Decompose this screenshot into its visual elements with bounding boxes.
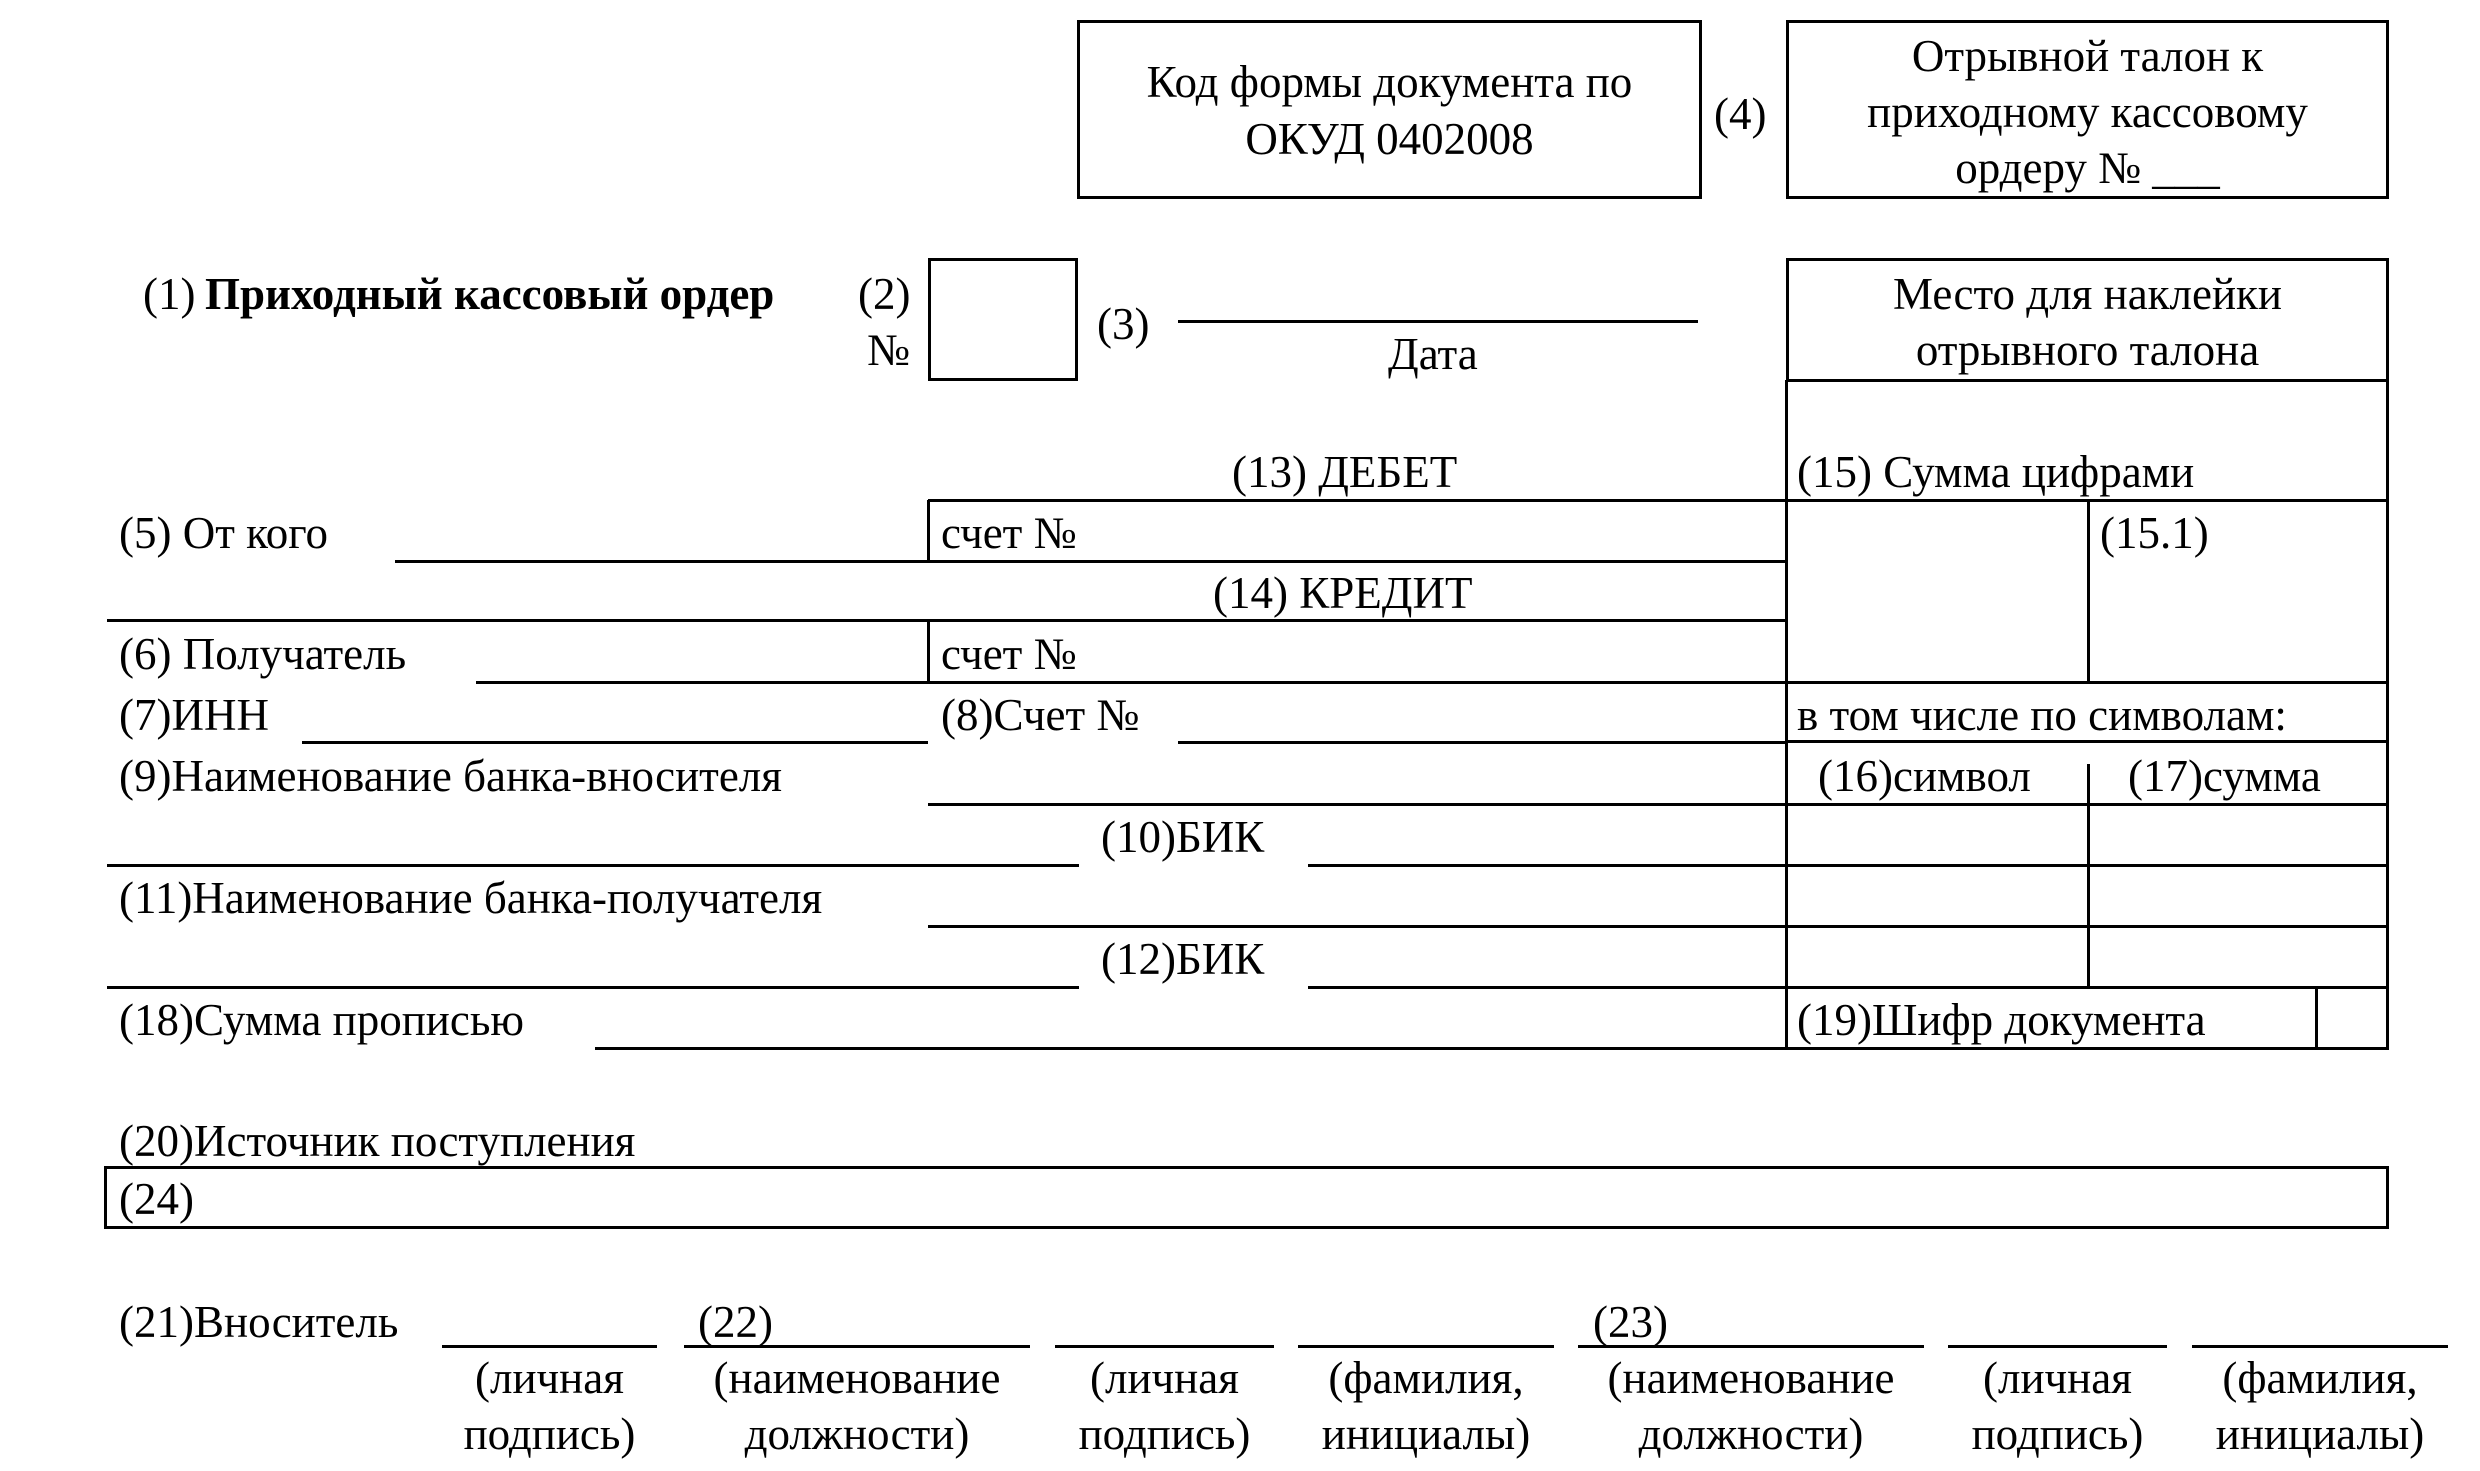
marker-2: (2) (858, 269, 911, 319)
caption-signature-3-b: подпись) (1971, 1409, 2144, 1459)
bik-12-line[interactable] (1308, 986, 2389, 989)
position-22-line[interactable] (684, 1345, 1030, 1348)
caption-name-2 (2192, 1350, 2448, 1462)
okud-code-line1: Код формы документа по (1146, 57, 1633, 107)
title-prefix: (1) (143, 269, 196, 319)
depositor-signature-line[interactable] (442, 1345, 657, 1348)
debit-account-divider (927, 500, 930, 561)
marker-23: (23) (1593, 1297, 1668, 1347)
caption-name-2-b: инициалы) (2215, 1409, 2425, 1459)
caption-name-1 (1298, 1350, 1554, 1462)
caption-signature-2-a: (личная (1090, 1353, 1239, 1403)
number-sign: № (867, 325, 910, 375)
from-whom-label: (5) От кого (119, 508, 329, 558)
caption-signature-1 (442, 1350, 657, 1462)
marker-4: (4) (1714, 89, 1767, 139)
caption-name-1-b: инициалы) (1321, 1409, 1531, 1459)
recipient-bank-line-2[interactable] (107, 986, 1079, 989)
account-8-label: (8)Счет № (941, 690, 1140, 740)
order-number-box[interactable] (928, 258, 1078, 381)
right-column-divider-lower (2087, 764, 2090, 986)
marker-22: (22) (698, 1297, 773, 1347)
depositor-label: (21)Вноситель (119, 1297, 399, 1347)
credit-account-divider (927, 620, 930, 682)
sum-words-line[interactable] (595, 1047, 2389, 1050)
caption-position-23 (1578, 1350, 1924, 1462)
caption-name-1-a: (фамилия, (1328, 1353, 1524, 1403)
position-23-line[interactable] (1578, 1345, 1924, 1348)
marker-3: (3) (1097, 299, 1150, 349)
right-column-left-border (1785, 380, 1788, 1049)
caption-signature-1-b: подпись) (463, 1409, 636, 1459)
date-label: Дата (1388, 329, 1478, 379)
signature-2-line[interactable] (1055, 1345, 1274, 1348)
caption-position-23-a: (наименование (1607, 1353, 1895, 1403)
recipient-label: (6) Получатель (119, 629, 407, 679)
debit-account-label: счет № (941, 508, 1077, 558)
caption-position-23-b: должности) (1638, 1409, 1864, 1459)
by-symbols-label: в том числе по символам: (1797, 690, 2287, 740)
source-label: (20)Источник поступления (119, 1116, 636, 1166)
stub-line2: приходному кассовому (1867, 87, 2308, 137)
recipient-bank-label: (11)Наименование банка-получателя (119, 873, 823, 923)
bik-10-label: (10)БИК (1101, 812, 1265, 862)
stub-place-line1: Место для наклейки (1893, 269, 2282, 319)
recipient-bank-line[interactable] (928, 925, 2389, 928)
okud-code-line2: ОКУД 0402008 (1245, 114, 1534, 164)
okud-code-box (1077, 20, 1702, 199)
caption-signature-2 (1055, 1350, 1274, 1462)
sum-digits-label: (15) Сумма цифрами (1797, 447, 2195, 497)
signature-3-line[interactable] (1948, 1345, 2167, 1348)
credit-label: (14) КРЕДИТ (1213, 568, 1473, 618)
right-column-divider-upper (2087, 500, 2090, 681)
caption-signature-3 (1948, 1350, 2167, 1462)
inn-label: (7)ИНН (119, 690, 269, 740)
right-column-right-border (2386, 380, 2389, 1049)
sub-15-1-label: (15.1) (2100, 508, 2209, 558)
caption-position-22-b: должности) (744, 1409, 970, 1459)
depositor-bank-line-2[interactable] (107, 864, 1079, 867)
bik-12-label: (12)БИК (1101, 934, 1265, 984)
sum-words-label: (18)Сумма прописью (119, 995, 524, 1045)
stub-line1: Отрывной талон к (1911, 31, 2264, 81)
caption-signature-1-a: (личная (475, 1353, 624, 1403)
doc-code-label: (19)Шифр документа (1797, 995, 2206, 1045)
caption-signature-2-b: подпись) (1078, 1409, 1251, 1459)
depositor-bank-line[interactable] (928, 803, 2389, 806)
caption-position-22 (684, 1350, 1030, 1462)
name-1-line[interactable] (1298, 1345, 1554, 1348)
credit-top-line (107, 619, 1788, 622)
account-8-line[interactable] (1178, 741, 1788, 744)
from-whom-line (395, 560, 1788, 563)
stub-line3: ордеру № ___ (1955, 143, 2220, 193)
stub-place-line2: отрывного талона (1915, 325, 2260, 375)
symbols-header-line (1786, 740, 2389, 743)
recipient-line (476, 681, 2389, 684)
inn-line[interactable] (302, 741, 928, 744)
sum-header: (17)сумма (2128, 751, 2321, 801)
depositor-bank-label: (9)Наименование банка-вносителя (119, 751, 782, 801)
field-24-box[interactable] (104, 1166, 2389, 1229)
caption-position-22-a: (наименование (713, 1353, 1001, 1403)
debit-top-line (928, 499, 2389, 502)
doc-code-cell-divider (2315, 987, 2318, 1049)
date-line[interactable] (1178, 320, 1698, 323)
field-24-label: (24) (119, 1174, 194, 1224)
document-title: Приходный кассовый ордер (205, 269, 775, 319)
bik-10-line[interactable] (1308, 864, 2389, 867)
name-2-line[interactable] (2192, 1345, 2448, 1348)
symbol-header: (16)символ (1818, 751, 2031, 801)
caption-name-2-a: (фамилия, (2222, 1353, 2418, 1403)
debit-label: (13) ДЕБЕТ (1232, 447, 1458, 497)
caption-signature-3-a: (личная (1983, 1353, 2132, 1403)
credit-account-label: счет № (941, 629, 1077, 679)
